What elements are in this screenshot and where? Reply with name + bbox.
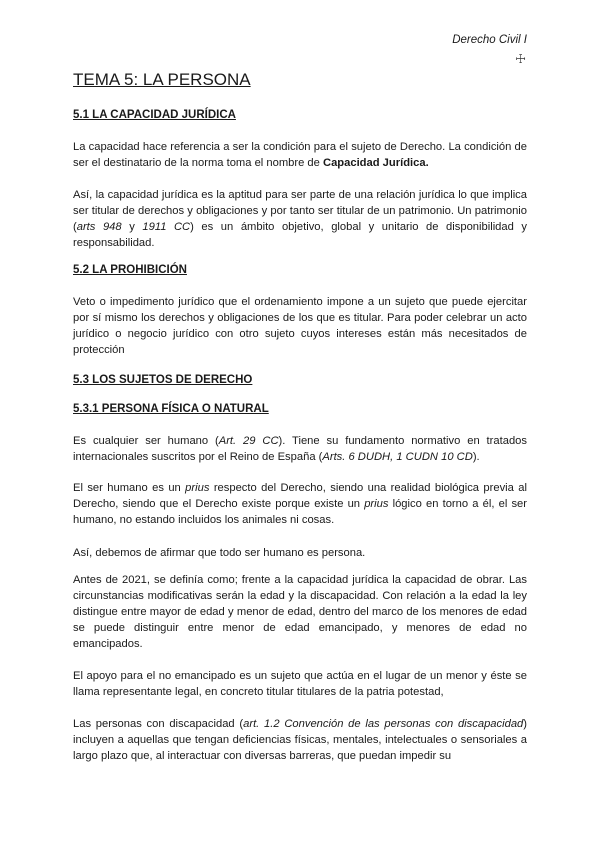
- text-run: Así, la capacidad jurídica es la aptitud para ser parte de una relación jurídica lo que implica ser titular de derechos y obligaciones y por tanto ser titular de un patrimonio. Un patrimonio (: [73, 189, 527, 233]
- text-run: lógico en torno a él, el ser humano, no estando incluidos los animales ni cosas.: [73, 498, 528, 526]
- text-run: Las personas con discapacidad (: [73, 718, 244, 730]
- text-run: Antes de 2021, se definía como; frente a la capacidad jurídica la capacidad de obrar. Las circunstancias modificativas serán la edad y la discapacidad. Con relación a la edad la ley distingue entre mayor de edad y menor de edad, dentro del marco de los menores de edad se puede distinguir entre menor de edad emancipado, y menores de edad no emancipados.: [73, 574, 527, 650]
- citation-text: art. 1.2 Convención de las personas con discapacidad: [243, 718, 524, 730]
- cross-ornament-icon: ☩: [515, 52, 526, 66]
- paragraph: [73, 433, 527, 465]
- text-run: La capacidad hace referencia a ser la condición para el sujeto de Derecho. La condición de ser el destinatario de la norma toma el nombre de: [73, 141, 527, 169]
- section-heading-5-3-1: 5.3.1 PERSONA FÍSICA O NATURAL: [73, 403, 269, 415]
- paragraph: [73, 294, 527, 358]
- paragraph: [73, 480, 527, 528]
- citation-text: prius: [185, 482, 210, 494]
- paragraph: [73, 545, 527, 561]
- text-run: ) incluyen a aquellas que tengan deficiencias físicas, mentales, intelectuales o sensoriales a largo plazo que, al interactuar con diversas barreras, que puedan impedir su: [73, 718, 527, 762]
- paragraph: [73, 187, 527, 251]
- text-run: El apoyo para el no emancipado es un sujeto que actúa en el lugar de un menor y éste se llama representante legal, en concreto titular titulares de la patria potestad,: [73, 670, 527, 698]
- text-run: El ser humano es un: [73, 482, 186, 494]
- paragraph: [73, 572, 527, 652]
- section-heading-5-3: 5.3 LOS SUJETOS DE DERECHO: [73, 374, 253, 386]
- text-run: respecto del Derecho, siendo una realidad biológica previa al Derecho, siendo que el Derecho existe porque existe un: [73, 482, 527, 510]
- running-header: Derecho Civil I: [452, 34, 527, 46]
- text-run: y: [121, 221, 143, 233]
- bold-term: Capacidad Jurídica.: [323, 157, 429, 169]
- text-run: ). Tiene su fundamento normativo en tratados internacionales suscritos por el Reino de España (: [73, 435, 527, 463]
- section-heading-5-1: 5.1 LA CAPACIDAD JURÍDICA: [73, 109, 236, 121]
- citation-text: Art. 29 CC: [218, 435, 279, 447]
- citation-text: arts 948: [76, 221, 122, 233]
- paragraph: [73, 668, 527, 700]
- citation-text: 1911 CC: [142, 221, 191, 233]
- text-run: ).: [472, 451, 480, 463]
- citation-text: prius: [364, 498, 389, 510]
- section-heading-5-2: 5.2 LA PROHIBICIÓN: [73, 264, 187, 276]
- text-run: ) es un ámbito objetivo, global y unitario de disponibilidad y responsabilidad.: [73, 221, 528, 249]
- paragraph: [73, 716, 527, 764]
- paragraph: [73, 139, 527, 171]
- page-title: TEMA 5: LA PERSONA: [73, 70, 251, 89]
- citation-text: Arts. 6 DUDH, 1 CUDN 10 CD: [322, 451, 473, 463]
- text-run: Es cualquier ser humano (: [73, 435, 219, 447]
- text-run: Así, debemos de afirmar que todo ser humano es persona.: [73, 547, 366, 559]
- text-run: Veto o impedimento jurídico que el ordenamiento impone a un sujeto que puede ejercitar por sí mismo los derechos y obligaciones de los que es titular. Para poder celebrar un acto jurídico o negocio jurídico con otro sujeto cuyos intereses están más necesitados de protección: [73, 296, 527, 356]
